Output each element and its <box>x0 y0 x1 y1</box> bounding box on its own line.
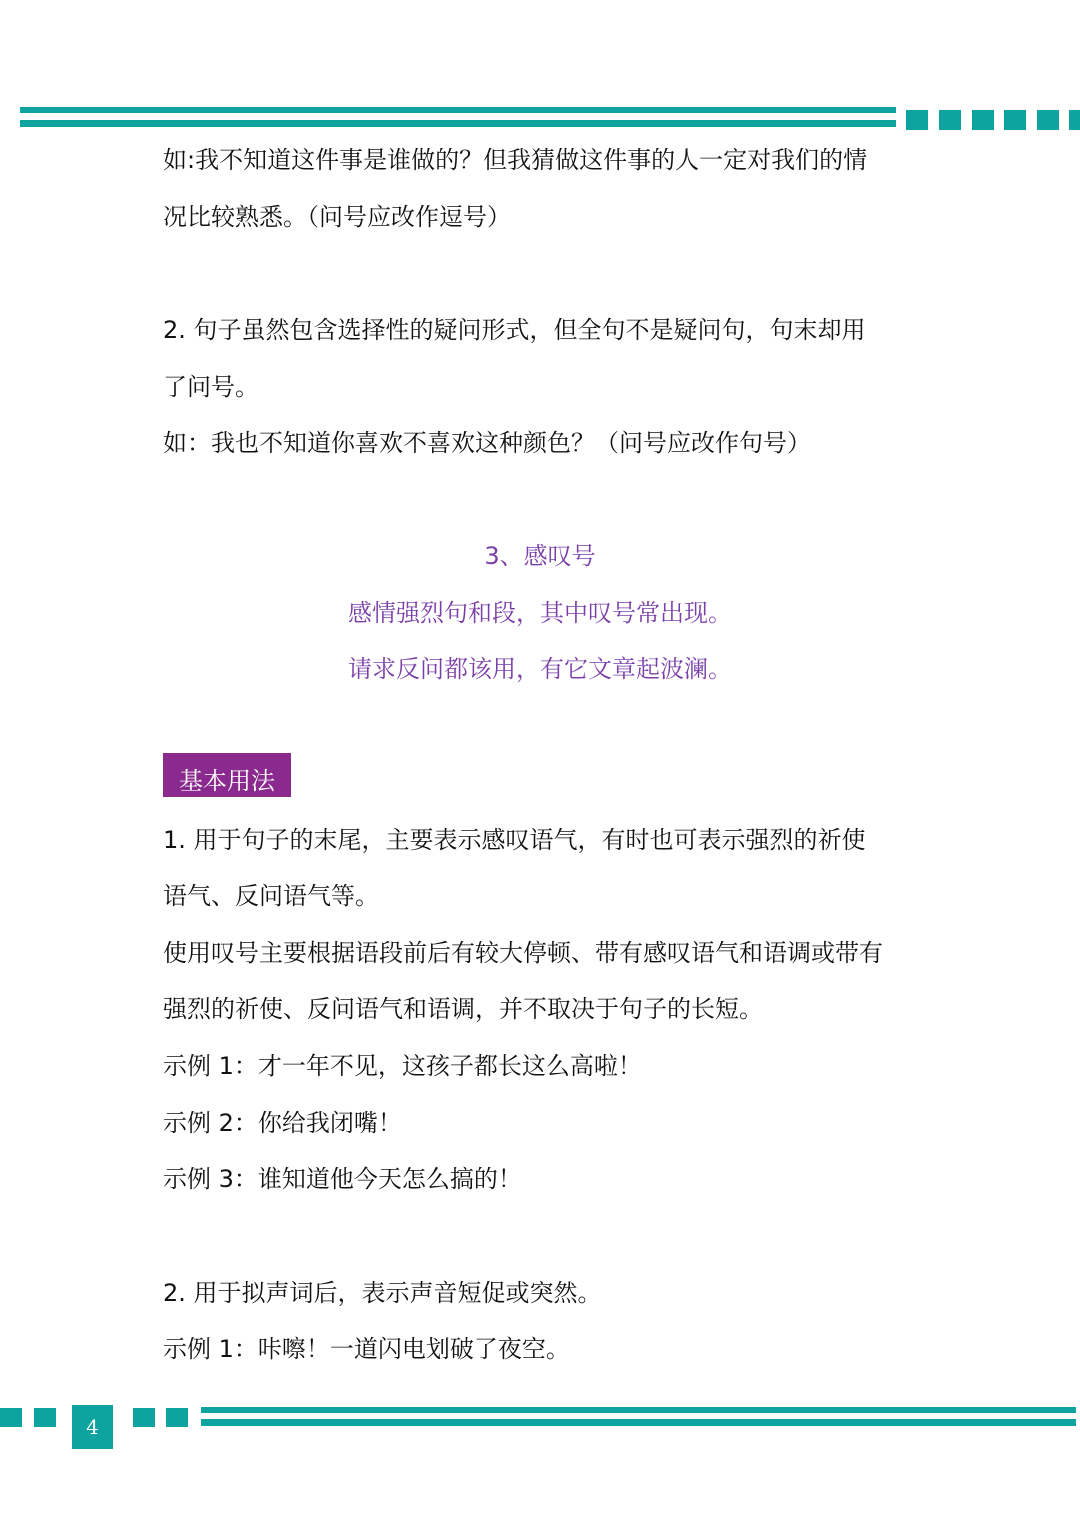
header-square <box>972 110 994 130</box>
footer-square <box>166 1408 188 1427</box>
header-square <box>906 110 928 130</box>
header-square <box>1037 110 1059 130</box>
header-square <box>939 110 961 130</box>
footer-rule-top <box>201 1407 1076 1413</box>
list-item: 语气、反问语气等。 <box>163 882 379 910</box>
verse-line: 请求反问都该用，有它文章起波澜。 <box>348 655 732 683</box>
paragraph-line: 使用叹号主要根据语段前后有较大停顿、带有感叹语气和语调或带有 <box>163 939 883 967</box>
example-line: 示例 1：才一年不见，这孩子都长这么高啦！ <box>163 1052 642 1080</box>
header-rule-top <box>20 107 896 113</box>
page-number: 4 <box>86 1415 99 1439</box>
example-line: 如:我不知道这件事是谁做的？但我猜做这件事的人一定对我们的情 <box>163 146 868 174</box>
list-item: 2. 句子虽然包含选择性的疑问形式，但全句不是疑问句，句末却用 <box>163 316 866 344</box>
header-square <box>1004 110 1026 130</box>
paragraph-line: 强烈的祈使、反问语气和语调，并不取决于句子的长短。 <box>163 995 763 1023</box>
section-heading: 3、感叹号 <box>484 542 596 570</box>
footer-rule-bottom <box>201 1419 1076 1426</box>
example-line: 示例 1：咔嚓！一道闪电划破了夜空。 <box>163 1335 570 1363</box>
list-item: 2. 用于拟声词后，表示声音短促或突然。 <box>163 1279 602 1307</box>
footer-square <box>34 1408 56 1427</box>
list-item: 1. 用于句子的末尾，主要表示感叹语气，有时也可表示强烈的祈使 <box>163 826 866 854</box>
example-line: 示例 2：你给我闭嘴！ <box>163 1109 402 1137</box>
basic-usage-badge: 基本用法 <box>163 753 291 797</box>
header-square <box>1069 110 1080 130</box>
list-item: 了问号。 <box>163 373 259 401</box>
footer-square <box>0 1408 22 1427</box>
example-line: 况比较熟悉。（问号应改作逗号） <box>163 203 511 231</box>
footer-square <box>133 1408 155 1427</box>
example-line: 示例 3：谁知道他今天怎么搞的！ <box>163 1165 522 1193</box>
verse-line: 感情强烈句和段，其中叹号常出现。 <box>348 599 732 627</box>
header-rule-bottom <box>20 120 896 127</box>
example-line: 如：我也不知道你喜欢不喜欢这种颜色？（问号应改作句号） <box>163 429 811 457</box>
